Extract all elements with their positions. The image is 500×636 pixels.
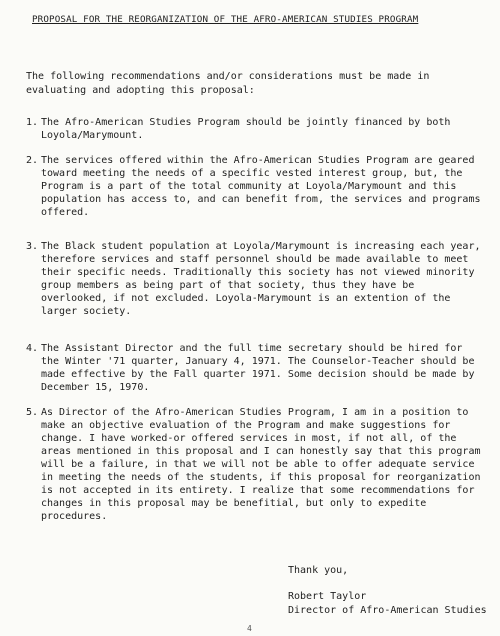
item-text: The services offered within the Afro-American Studies Program are geared toward meeting the needs of a specific vested interest group, but, the Program is a part of the total community at Loyola/Marymount and this population has access to, and can benefit from, the services and programs offered. bbox=[41, 155, 481, 218]
closing-line: Thank you, bbox=[288, 565, 349, 576]
list-item bbox=[26, 342, 481, 394]
list-item bbox=[26, 154, 481, 219]
item-number: 2. bbox=[26, 155, 39, 166]
list-item bbox=[26, 406, 481, 523]
item-text: As Director of the Afro-American Studies Program, I am in a position to make an objective evaluation of the Program and make suggestions for change. I have worked-or offered services in most, if not all, of the areas mentioned in this proposal and I can honestly say that this program will be a failure, in that we will not be able to offer adequate service in meeting the needs of the students, if this proposal for reorganization is not accepted in its entirety. I realize that some recommendations for changes in this proposal may be benefitial, but only to expedite procedures. bbox=[41, 407, 481, 522]
document-title: PROPOSAL FOR THE REORGANIZATION OF THE AFRO-AMERICAN STUDIES PROGRAM bbox=[32, 14, 419, 25]
signature-block bbox=[288, 590, 487, 618]
item-number: 1. bbox=[26, 117, 39, 128]
page-number: 4 bbox=[247, 624, 252, 633]
item-text: The Black student population at Loyola/Marymount is increasing each year, therefore services and staff personnel should be made available to meet their specific needs. Traditionally this society has not viewed minority group members as being part of that society, thus they have be overlooked, if not excluded. Loyola-Marymount is an extention of the larger society. bbox=[41, 241, 481, 317]
item-number: 3. bbox=[26, 241, 39, 252]
signature-title: Director of Afro-American Studies bbox=[288, 605, 487, 616]
list-item bbox=[26, 116, 481, 142]
signature-name: Robert Taylor bbox=[288, 591, 367, 602]
item-text: The Afro-American Studies Program should be jointly financed by both Loyola/Marymount. bbox=[41, 117, 451, 141]
item-number: 5. bbox=[26, 407, 39, 418]
intro-paragraph: The following recommendations and/or considerations must be made in evaluating and adopting this proposal: bbox=[26, 71, 430, 96]
item-text: The Assistant Director and the full time secretary should be hired for the Winter '71 quarter, January 4, 1971. The Counselor-Teacher should be made effective by the Fall quarter 1971. Some decision should be made by December 15, 1970. bbox=[41, 343, 475, 393]
list-item bbox=[26, 240, 481, 318]
item-number: 4. bbox=[26, 343, 39, 354]
